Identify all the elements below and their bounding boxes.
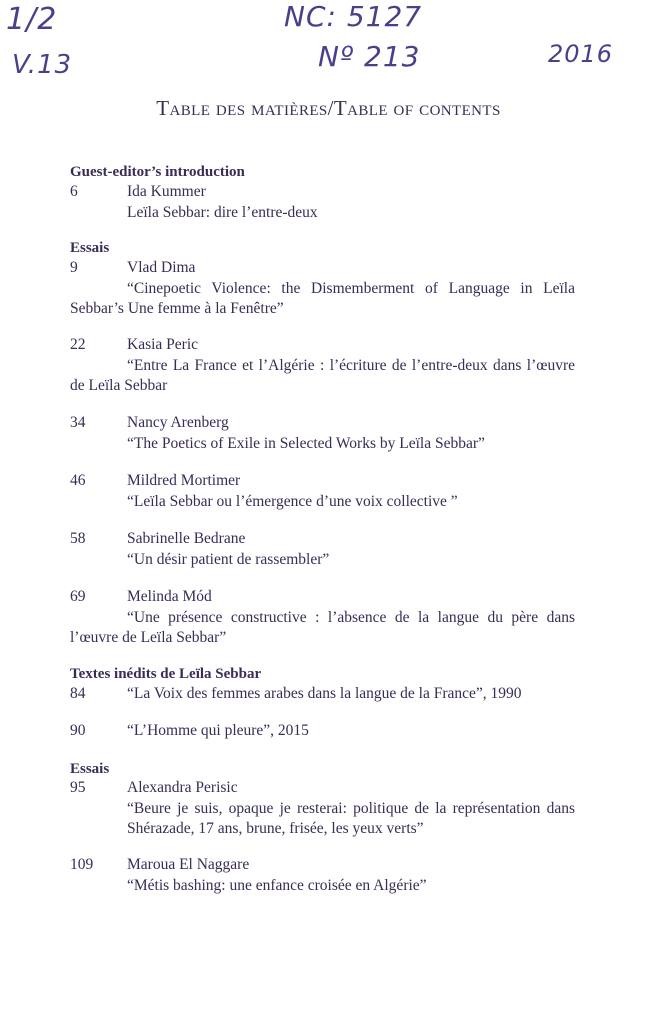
entry-article-title: “Une présence constructive : l’absence de la langue du père dans l’œuvre de Leïla Sebbar” (70, 608, 575, 646)
toc-entry (70, 587, 575, 649)
entry-author: Ida Kummer (127, 183, 206, 200)
entry-author: Kasia Peric (127, 336, 199, 353)
entry-article-title: “Leïla Sebbar ou l’émergence d’une voix collective ” (127, 492, 458, 510)
entry-article-title: “Beure je suis, opaque je resterai: politique de la représentation dans Shérazade, 17 ans, brune, frisée, les yeux verts” (127, 799, 575, 837)
section-heading: Textes inédits de Leïla Sebbar (70, 666, 262, 682)
entry-page-number: 46 (70, 472, 86, 489)
section-heading: Essais (70, 761, 110, 777)
page-title: Table des matières/Table of contents (156, 96, 501, 120)
entry-page-number: 90 (70, 722, 86, 739)
entry-page-number: 95 (70, 779, 86, 796)
toc-entry (70, 855, 575, 896)
entry-page-number: 84 (70, 685, 86, 702)
entry-author: Vlad Dima (127, 259, 196, 276)
entry-author: Mildred Mortimer (127, 472, 241, 489)
handwritten-issue-number: Nº 213 (318, 40, 421, 73)
handwritten-year: 2016 (548, 40, 614, 68)
handwritten-nc-number: NC: 5127 (284, 0, 423, 33)
handwritten-volume: V.13 (12, 50, 73, 80)
toc-entry (70, 413, 575, 454)
entry-author: Melinda Mód (127, 588, 212, 605)
toc-entry (70, 529, 575, 570)
entry-page-number: 58 (70, 530, 86, 547)
entry-article-title: “Un désir patient de rassembler” (127, 550, 330, 568)
handwritten-top-left: 1/2 (6, 2, 58, 37)
entry-article-title: “Cinepoetic Violence: the Dismemberment of Language in Leïla Sebbar’s Une femme à la Fenêtre” (70, 279, 575, 317)
entry-page-number: 109 (70, 856, 94, 873)
entry-author: Alexandra Perisic (127, 779, 238, 796)
entry-article-title: “L’Homme qui pleure”, 2015 (127, 722, 309, 739)
toc-entry (70, 335, 575, 397)
toc-entry (70, 471, 575, 512)
entry-author: Nancy Arenberg (127, 414, 229, 431)
entry-page-number: 34 (70, 414, 86, 431)
entry-page-number: 9 (70, 259, 78, 276)
section-heading: Essais (70, 240, 110, 256)
toc-entry (70, 721, 575, 742)
entry-author: Maroua El Naggare (127, 856, 250, 873)
toc-entry (70, 258, 575, 320)
entry-article-title: “Entre La France et l’Algérie : l’écriture de l’entre-deux dans l’œuvre de Leïla Sebbar (70, 356, 575, 394)
entry-page-number: 22 (70, 336, 86, 353)
toc-entry (70, 684, 575, 705)
entry-article-title: “La Voix des femmes arabes dans la langue de la France”, 1990 (127, 685, 522, 702)
toc-entry (70, 182, 575, 223)
entry-article-title: “The Poetics of Exile in Selected Works by Leïla Sebbar” (127, 434, 485, 452)
toc-entry (70, 778, 575, 840)
section-heading: Guest-editor’s introduction (70, 164, 245, 180)
entry-page-number: 6 (70, 183, 78, 200)
entry-article-title: “Métis bashing: une enfance croisée en Algérie” (127, 876, 427, 894)
entry-author: Sabrinelle Bedrane (127, 530, 246, 547)
entry-article-title: Leïla Sebbar: dire l’entre-deux (127, 203, 318, 221)
entry-page-number: 69 (70, 588, 86, 605)
